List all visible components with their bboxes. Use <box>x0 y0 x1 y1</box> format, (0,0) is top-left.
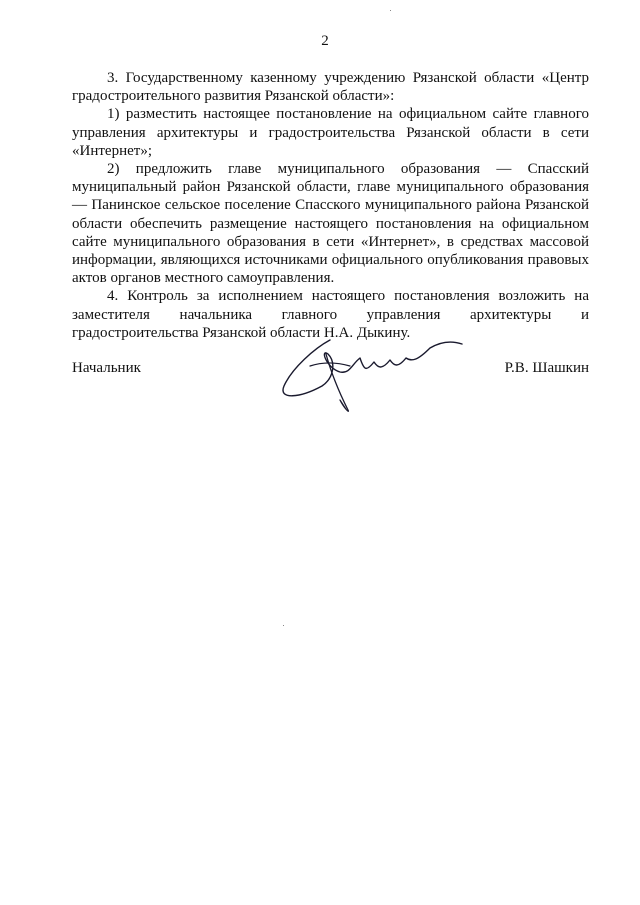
paragraph-3-2: 2) предложить главе муниципального образования — Спасский муниципальный район Рязанской области, главе муниципального образования — Панинское сельское поселение Спасского муниципального района Рязанской области обеспечить размещение настоящего постановления на официальном сайте муниципального образования в сети «Интернет», в средствах массовой информации, являющихся источниками официального опубликования правовых актов органов местного самоуправления. <box>72 161 589 287</box>
document-body <box>72 69 589 342</box>
signatory-title: Начальник <box>72 360 141 376</box>
scan-speck <box>390 10 391 11</box>
scan-speck <box>283 625 284 626</box>
signatory-name: Р.В. Шашкин <box>504 360 589 376</box>
handwritten-signature <box>270 328 470 418</box>
page-number: 2 <box>321 33 329 49</box>
paragraph-4: 4. Контроль за исполнением настоящего постановления возложить на заместителя начальника главного управления архитектуры и градостроительства Рязанской области Н.А. Дыкину. <box>72 288 589 341</box>
paragraph-3: 3. Государственному казенному учреждению Рязанской области «Центр градостроительного развития Рязанской области»: <box>72 70 589 105</box>
paragraph-3-1: 1) разместить настоящее постановление на официальном сайте главного управления архитектуры и градостроительства Рязанской области в сети «Интернет»; <box>72 106 589 159</box>
